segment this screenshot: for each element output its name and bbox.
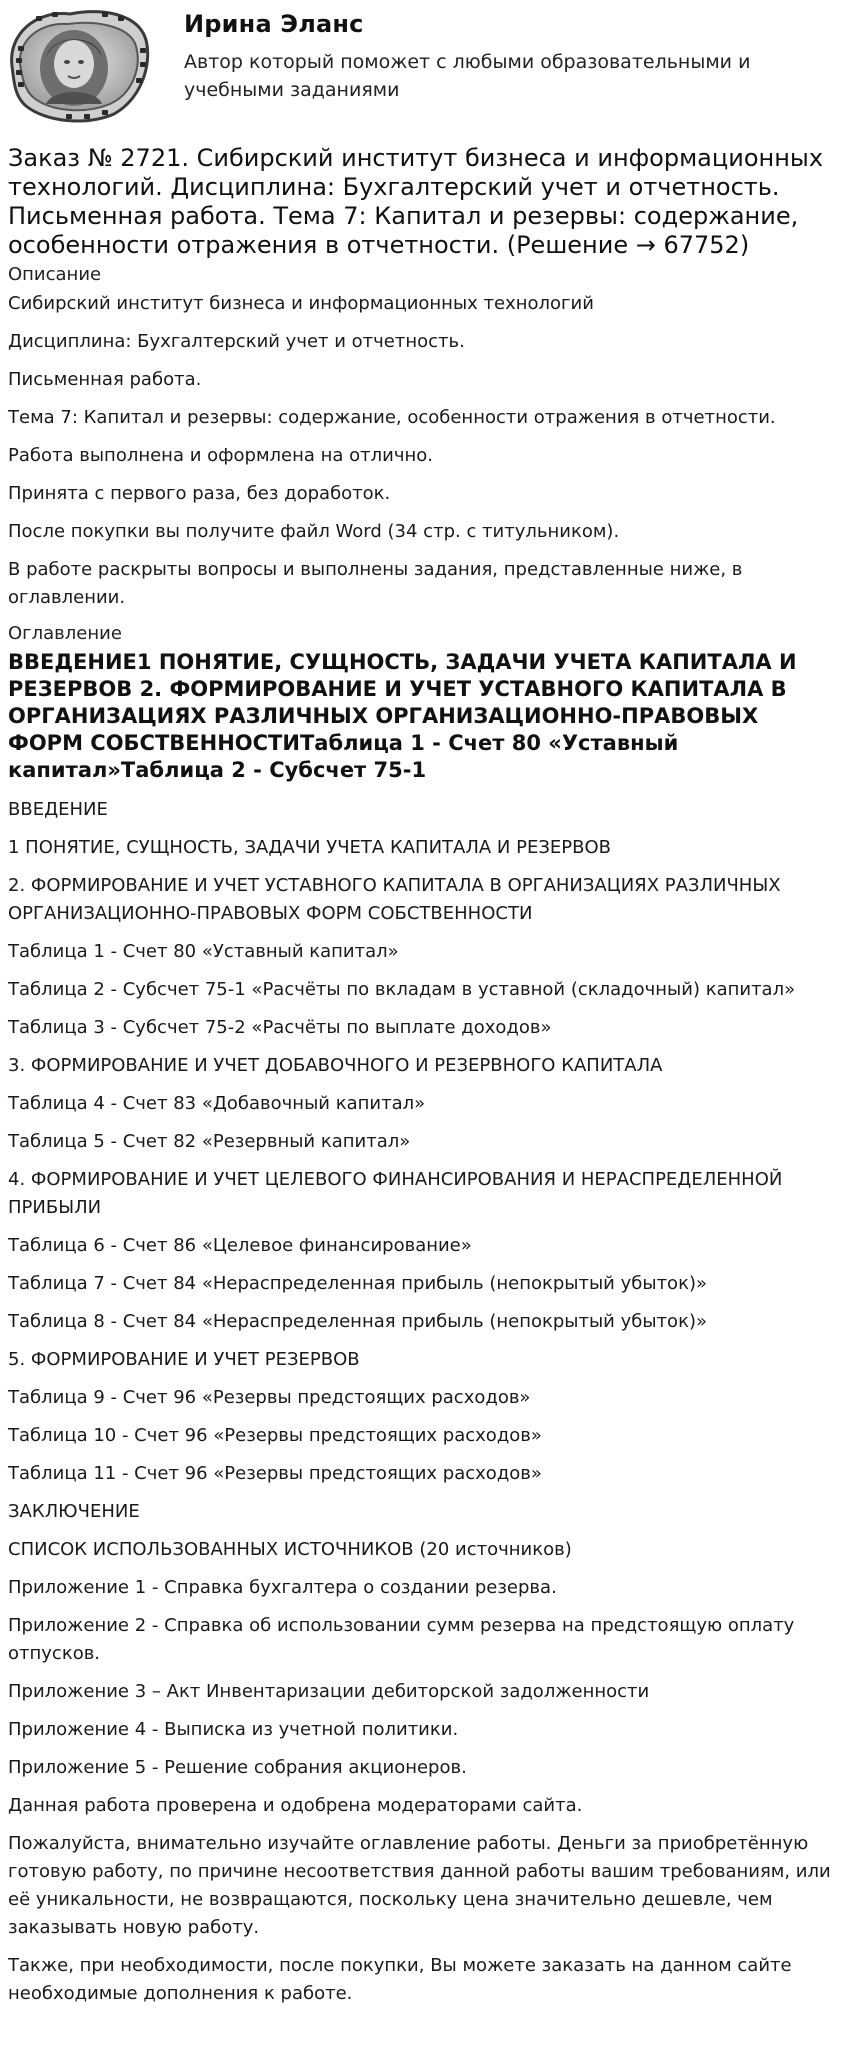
toc-item: Таблица 8 - Счет 84 «Нераспределенная прибыль (непокрытый убыток)» <box>8 1311 707 1332</box>
author-header <box>0 0 847 128</box>
toc-item: Приложение 2 - Справка об использовании сумм резерва на предстоящую оплату отпусков. <box>8 1615 795 1664</box>
toc-list <box>8 796 838 1782</box>
toc-item: Таблица 3 - Субсчет 75-2 «Расчёты по выплате доходов» <box>8 1017 552 1038</box>
refund-policy-note: Пожалуйста, внимательно изучайте оглавление работы. Деньги за приобретённую готовую работу, по причине несоответствия данной работы вашим требованиям, или её уникальности, не возвращаются, поскольку цена значительно дешевле, чем заказывать новую работу. <box>8 1833 831 1938</box>
footer-notes <box>8 1792 838 2008</box>
author-name[interactable]: Ирина Эланс <box>184 10 364 38</box>
author-avatar[interactable] <box>6 6 152 124</box>
toc-item: Приложение 1 - Справка бухгалтера о создании резерва. <box>8 1577 557 1598</box>
description-paragraph: Сибирский институт бизнеса и информационных технологий <box>8 293 594 314</box>
toc-item: Приложение 4 - Выписка из учетной политики. <box>8 1719 459 1740</box>
toc-item: ВВЕДЕНИЕ <box>8 799 108 820</box>
additions-note: Также, при необходимости, после покупки, Вы можете заказать на данном сайте необходимые дополнения к работе. <box>8 1955 792 2004</box>
description-paragraph: Тема 7: Капитал и резервы: содержание, особенности отражения в отчетности. <box>8 407 776 428</box>
description-paragraph: Дисциплина: Бухгалтерский учет и отчетность. <box>8 331 465 352</box>
description-body <box>8 290 838 612</box>
description-paragraph: Работа выполнена и оформлена на отлично. <box>8 445 434 466</box>
toc-item: ЗАКЛЮЧЕНИЕ <box>8 1501 140 1522</box>
toc-item: 4. ФОРМИРОВАНИЕ И УЧЕТ ЦЕЛЕВОГО ФИНАНСИРОВАНИЯ И НЕРАСПРЕДЕЛЕННОЙ ПРИБЫЛИ <box>8 1169 783 1218</box>
toc-item: 5. ФОРМИРОВАНИЕ И УЧЕТ РЕЗЕРВОВ <box>8 1349 360 1370</box>
toc-item: Приложение 3 – Акт Инвентаризации дебиторской задолженности <box>8 1681 650 1702</box>
toc-item: Таблица 9 - Счет 96 «Резервы предстоящих расходов» <box>8 1387 531 1408</box>
description-label: Описание <box>8 264 102 285</box>
main-content <box>8 144 838 2018</box>
author-description: Автор который поможет с любыми образовательными и учебными заданиями <box>184 51 751 101</box>
toc-item: СПИСОК ИСПОЛЬЗОВАННЫХ ИСТОЧНИКОВ (20 источников) <box>8 1539 572 1560</box>
toc-item: 2. ФОРМИРОВАНИЕ И УЧЕТ УСТАВНОГО КАПИТАЛА В ОРГАНИЗАЦИЯХ РАЗЛИЧНЫХ ОРГАНИЗАЦИОННО-ПРАВОВЫХ ФОРМ СОБСТВЕННОСТИ <box>8 875 781 924</box>
toc-item: Приложение 5 - Решение собрания акционеров. <box>8 1757 467 1778</box>
toc-item: Таблица 10 - Счет 96 «Резервы предстоящих расходов» <box>8 1425 542 1446</box>
toc-item: 3. ФОРМИРОВАНИЕ И УЧЕТ ДОБАВОЧНОГО И РЕЗЕРВНОГО КАПИТАЛА <box>8 1055 663 1076</box>
toc-label: Оглавление <box>8 623 122 644</box>
toc-item: Таблица 6 - Счет 86 «Целевое финансирование» <box>8 1235 472 1256</box>
toc-item: Таблица 11 - Счет 96 «Резервы предстоящих расходов» <box>8 1463 542 1484</box>
toc-item: Таблица 1 - Счет 80 «Уставный капитал» <box>8 941 399 962</box>
description-paragraph: Принята с первого раза, без доработок. <box>8 483 391 504</box>
moderation-note: Данная работа проверена и одобрена модераторами сайта. <box>8 1795 583 1816</box>
toc-item: Таблица 7 - Счет 84 «Нераспределенная прибыль (непокрытый убыток)» <box>8 1273 707 1294</box>
toc-item: Таблица 5 - Счет 82 «Резервный капитал» <box>8 1131 411 1152</box>
description-paragraph: После покупки вы получите файл Word (34 стр. с титульником). <box>8 521 620 542</box>
toc-heading: ВВЕДЕНИЕ1 ПОНЯТИЕ, СУЩНОСТЬ, ЗАДАЧИ УЧЕТА КАПИТАЛА И РЕЗЕРВОВ 2. ФОРМИРОВАНИЕ И УЧЕТ УСТАВНОГО КАПИТАЛА В ОРГАНИЗАЦИЯХ РАЗЛИЧНЫХ ОРГАНИЗАЦИОННО-ПРАВОВЫХ ФОРМ СОБСТВЕННОСТИТаблица 1 - Счет 80 «Уставный капитал»Таблица 2 - Субсчет 75-1 <box>8 650 797 782</box>
toc-item: Таблица 4 - Счет 83 «Добавочный капитал» <box>8 1093 426 1114</box>
toc-item: 1 ПОНЯТИЕ, СУЩНОСТЬ, ЗАДАЧИ УЧЕТА КАПИТАЛА И РЕЗЕРВОВ <box>8 837 611 858</box>
description-paragraph: Письменная работа. <box>8 369 202 390</box>
order-title: Заказ № 2721. Сибирский институт бизнеса и информационных технологий. Дисциплина: Бухгалтерский учет и отчетность. Письменная работа. Тема 7: Капитал и резервы: содержание, особенности отражения в отчетности. (Решение → 67752) <box>8 144 824 259</box>
toc-item: Таблица 2 - Субсчет 75-1 «Расчёты по вкладам в уставной (складочный) капитал» <box>8 979 796 1000</box>
description-paragraph: В работе раскрыты вопросы и выполнены задания, представленные ниже, в оглавлении. <box>8 559 743 608</box>
film-reel-frame-icon <box>6 6 152 124</box>
